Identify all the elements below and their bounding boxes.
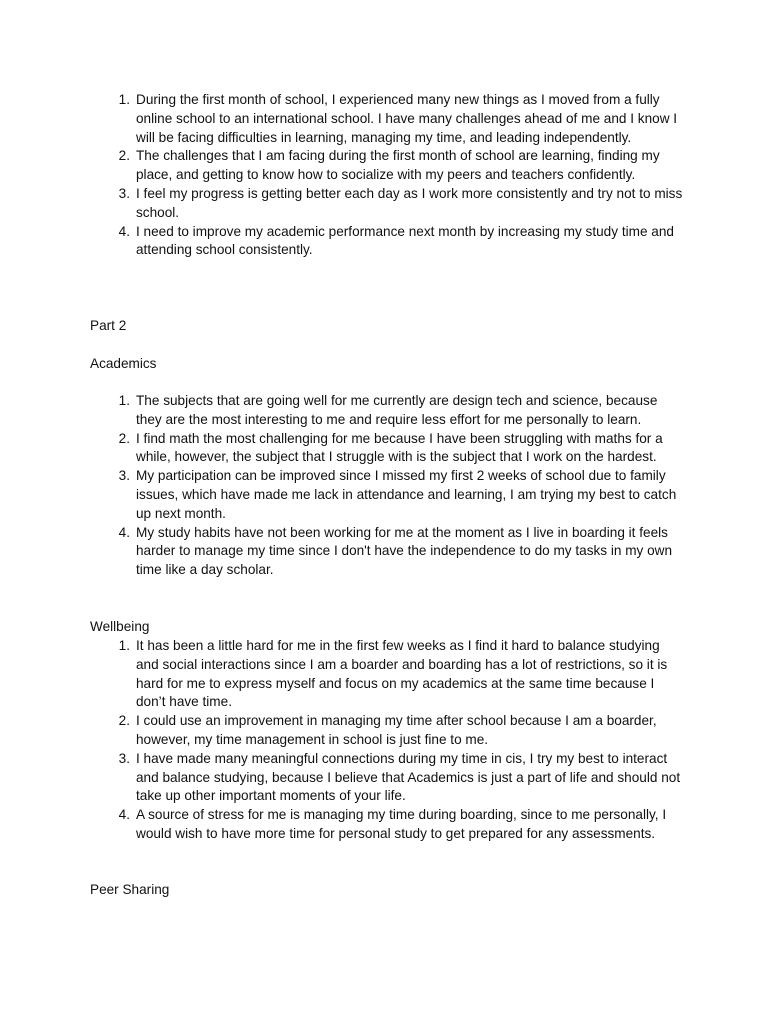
list-item-number: 3.	[118, 185, 130, 201]
list-item-text: A source of stress for me is managing my time during boarding, since to me personally, I would wish to have more time for personal study to get prepared for any assessments.	[136, 807, 667, 841]
list-item-text: The subjects that are going well for me currently are design tech and science, because they are the most interesting to me and require less effort for me personally to learn.	[136, 393, 658, 427]
list-item	[118, 91, 684, 147]
list-item-number: 4.	[118, 807, 130, 823]
list-item	[118, 430, 684, 468]
list-item-text: My participation can be improved since I missed my first 2 weeks of school due to family issues, which have made me lack in attendance and learning, I am trying my best to catch up next month.	[136, 468, 677, 521]
academics-heading: Academics	[90, 356, 157, 371]
list-item-text: I have made many meaningful connections during my time in cis, I try my best to interact and balance studying, because I believe that Academics is just a part of life and should not take up other important moments of your life.	[136, 750, 681, 804]
wellbeing-heading: Wellbeing	[90, 619, 150, 634]
list-item-text: I feel my progress is getting better each day as I work more consistently and try not to miss school.	[136, 185, 683, 220]
list-item	[118, 637, 684, 712]
list-item	[118, 712, 684, 750]
list-item-text: It has been a little hard for me in the first few weeks as I find it hard to balance studying and social interactions since I am a boarder and boarding has a lot of restrictions, so it is hard for me to express myself and focus on my academics at the same time because I don’t have time.	[136, 638, 668, 710]
list-item-number: 2.	[118, 430, 130, 446]
list-item-text: I could use an improvement in managing my time after school because I am a boarder, however, my time management in school is just fine to me.	[136, 713, 657, 747]
intro-list	[118, 91, 684, 260]
wellbeing-list	[118, 637, 684, 844]
list-item-text: The challenges that I am facing during the first month of school are learning, finding my place, and getting to know how to socialize with my peers and teachers confidently.	[136, 148, 660, 183]
list-item-number: 3.	[118, 750, 130, 766]
list-item-number: 2.	[118, 713, 130, 729]
list-item-number: 3.	[118, 468, 130, 484]
list-item-number: 1.	[118, 92, 130, 107]
list-item	[118, 524, 684, 580]
list-item-text: I need to improve my academic performance next month by increasing my study time and attending school consistently.	[136, 223, 674, 258]
list-item	[118, 806, 684, 844]
list-item-number: 1.	[118, 393, 130, 408]
list-item	[118, 467, 684, 523]
list-item-text: I find math the most challenging for me because I have been struggling with maths for a while, however, the subject that I struggle with is the subject that I work on the hardest.	[136, 430, 663, 465]
list-item	[118, 223, 684, 261]
list-item	[118, 392, 684, 430]
academics-list	[118, 392, 684, 580]
list-item-number: 4.	[118, 524, 130, 540]
list-item	[118, 185, 684, 223]
list-item-text: During the first month of school, I experienced many new things as I moved from a fully online school to an international school. I have many challenges ahead of me and I know I will be facing difficulties in learning, managing my time, and leading independently.	[136, 92, 678, 145]
list-item-number: 4.	[118, 223, 130, 239]
peer-sharing-heading: Peer Sharing	[90, 882, 170, 897]
list-item-number: 1.	[118, 638, 130, 653]
list-item	[118, 147, 684, 185]
part-2-heading: Part 2	[90, 318, 127, 333]
list-item	[118, 750, 684, 806]
list-item-number: 2.	[118, 148, 130, 164]
list-item-text: My study habits have not been working for me at the moment as I live in boarding it feels harder to manage my time since I don't have the independence to do my tasks in my own time like a day scholar.	[136, 524, 673, 578]
